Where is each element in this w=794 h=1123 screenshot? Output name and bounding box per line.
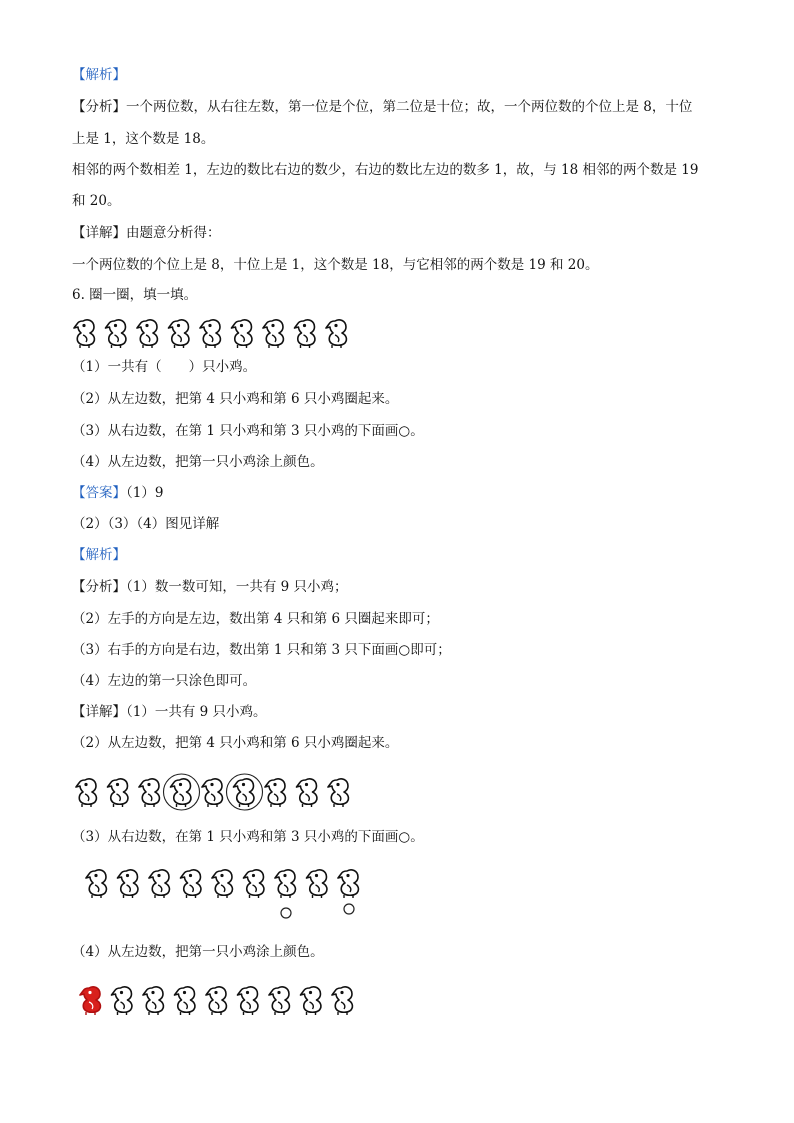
xiangjie-line-2: 一个两位数的个位上是 8，十位上是 1，这个数是 18，与它相邻的两个数是 19 和 20。 — [72, 257, 599, 273]
chick-icon — [181, 870, 201, 898]
chick-icon — [137, 320, 157, 348]
chick-icon — [149, 870, 169, 898]
question-6-title: 6. 圈一圈，填一填。 — [72, 287, 198, 303]
fenxi2-line-4: （4）左边的第一只涂色即可。 — [72, 673, 257, 689]
chick-icon — [326, 320, 346, 348]
xiangjie2-line-2: （2）从左边数，把第 4 只小鸡和第 6 只小鸡圈起来。 — [72, 735, 399, 751]
chick-icon — [265, 779, 285, 807]
chick-icon — [263, 320, 283, 348]
jiexi-heading-2: 【解析】 — [72, 547, 126, 563]
chick-icon — [232, 320, 252, 348]
chick-icon — [328, 779, 348, 807]
marked-chick-row — [86, 870, 358, 918]
answer-line — [72, 484, 163, 502]
chick-icon — [175, 987, 195, 1015]
chick-icon — [238, 987, 258, 1015]
small-circle-mark — [281, 908, 291, 918]
chick-icon — [108, 779, 128, 807]
fenxi-line-1: 【分析】一个两位数，从右往左数，第一位是个位，第二位是十位；故，一个两位数的个位上是 8，十位 — [72, 99, 693, 115]
xiangjie2-line-3: （3）从右边数，在第 1 只小鸡和第 3 只小鸡的下面画○。 — [72, 829, 424, 845]
chick-icon — [295, 320, 315, 348]
chick-icon — [139, 779, 159, 807]
chick-icon — [169, 320, 189, 348]
xiangjie-line-1: 【详解】由题意分析得： — [72, 225, 221, 241]
chick-icon — [307, 870, 327, 898]
chick-icon — [118, 870, 138, 898]
circle-mark — [227, 774, 263, 810]
xiangjie2-line-1: 【详解】（1）一共有 9 只小鸡。 — [72, 704, 267, 720]
chick-icon — [76, 779, 96, 807]
chick-icon — [297, 779, 317, 807]
fenxi2-line-3: （3）右手的方向是右边，数出第 1 只和第 3 只下面画○即可； — [72, 642, 451, 658]
chick-icon — [234, 779, 254, 807]
chick-icon — [212, 870, 232, 898]
chick-icon — [275, 870, 295, 898]
fenxi2-line-2: （2）左手的方向是左边，数出第 4 只和第 6 只圈起来即可； — [72, 611, 439, 627]
answer-text: （1）9 — [126, 485, 164, 501]
chick-icon — [269, 987, 289, 1015]
chick-icon — [112, 987, 132, 1015]
chick-icon — [301, 987, 321, 1015]
fenxi-line-4: 和 20。 — [72, 193, 121, 209]
chick-icon — [338, 870, 358, 898]
chick-icon — [86, 870, 106, 898]
chick-icon — [74, 320, 94, 348]
chick-icon — [202, 779, 222, 807]
jiexi-heading: 【解析】 — [72, 67, 126, 83]
question-6-part-1: （1）一共有（ ）只小鸡。 — [72, 359, 257, 375]
chick-icon — [244, 870, 264, 898]
chick-icon — [143, 987, 163, 1015]
circle-mark — [164, 774, 200, 810]
fenxi-line-3: 相邻的两个数相差 1，左边的数比右边的数少，右边的数比左边的数多 1，故，与 18 相邻的两个数是 19 — [72, 162, 699, 178]
question-6-part-2: （2）从左边数，把第 4 只小鸡和第 6 只小鸡圈起来。 — [72, 391, 399, 407]
chick-icon — [332, 987, 352, 1015]
small-circle-mark — [344, 904, 354, 914]
fenxi-line-2: 上是 1，这个数是 18。 — [72, 131, 215, 147]
chick-icon — [200, 320, 220, 348]
colored-chick-row — [80, 987, 352, 1015]
circled-chick-row — [76, 774, 348, 810]
question-6-part-3: （3）从右边数，在第 1 只小鸡和第 3 只小鸡的下面画○。 — [72, 423, 424, 439]
chick-icon — [80, 987, 100, 1015]
chick-icon — [206, 987, 226, 1015]
chick-icon — [106, 320, 126, 348]
answer-line-2: （2）（3）（4）图见详解 — [72, 516, 220, 532]
xiangjie2-line-4: （4）从左边数，把第一只小鸡涂上颜色。 — [72, 944, 324, 960]
question-chick-row — [74, 320, 346, 348]
question-6-part-4: （4）从左边数，把第一只小鸡涂上颜色。 — [72, 454, 324, 470]
chick-icon — [171, 779, 191, 807]
fenxi2-line-1: 【分析】（1）数一数可知，一共有 9 只小鸡； — [72, 579, 348, 595]
answer-label: 【答案】 — [72, 485, 126, 501]
